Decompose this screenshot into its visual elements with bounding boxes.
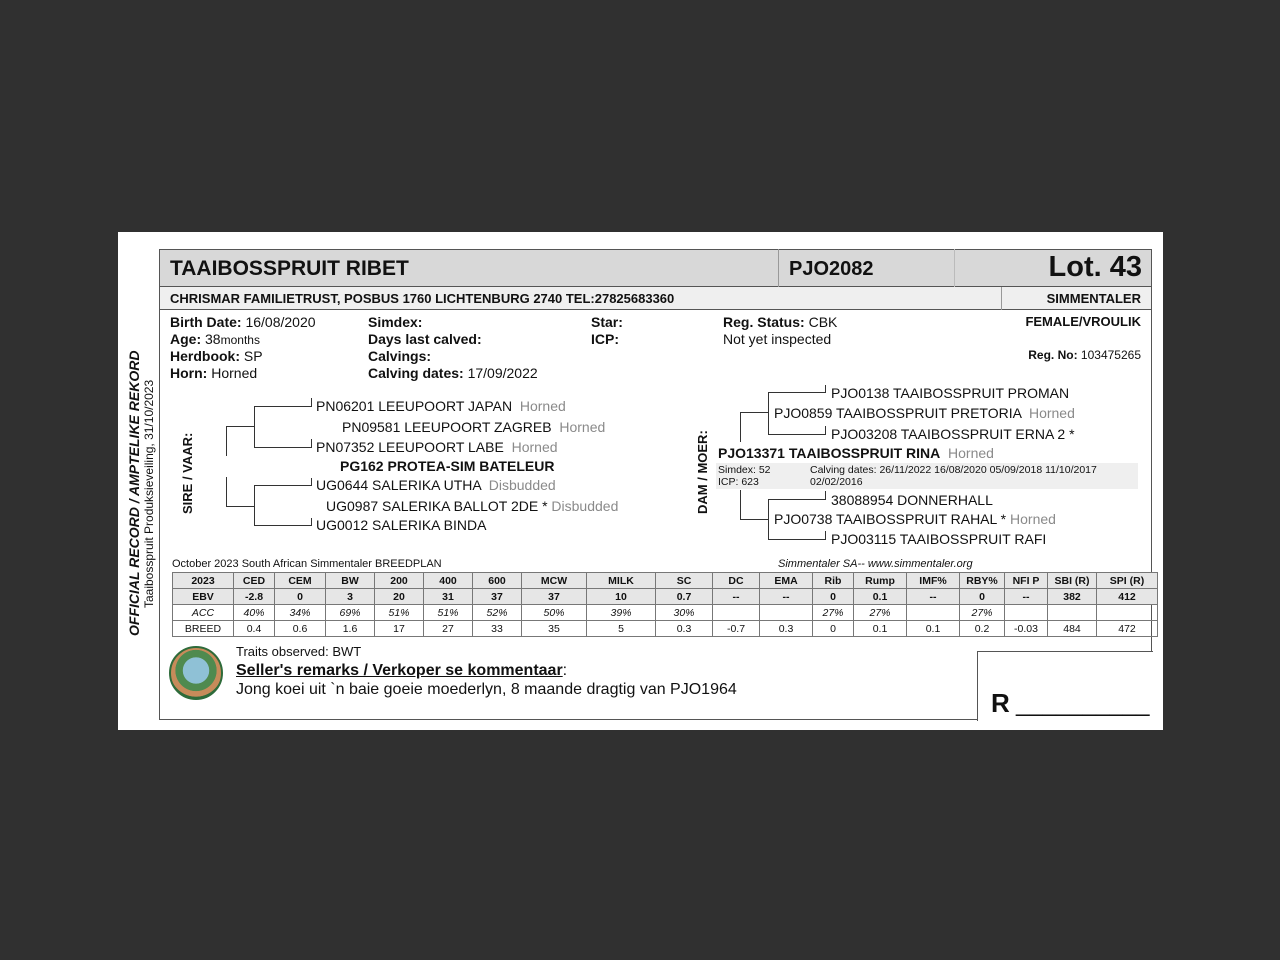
headers-cell: RBY% [960,573,1005,589]
headers-cell: SBI (R) [1048,573,1097,589]
breed-cell: 484 [1048,621,1097,637]
reg-no: Reg. No: 103475265 [1028,348,1141,362]
headers-cell: 2023 [173,573,234,589]
breed-cell: 472 [1097,621,1158,637]
ebv-cell: 412 [1097,589,1158,605]
dam-calving-dates-2: 02/02/2016 [810,476,863,488]
record-card [118,232,1163,730]
acc-cell: 51% [424,605,473,621]
ebv-table [172,572,1158,637]
acc-cell: 52% [473,605,522,621]
headers-cell: 400 [424,573,473,589]
breed-cell: BREED [173,621,234,637]
horn: Horn: Horned [170,365,258,381]
acc-cell: 27% [960,605,1005,621]
breed-cell: -0.7 [713,621,760,637]
dam-sire: PJO0859 TAAIBOSSPRUIT PRETORIA Horned [774,405,1075,421]
acc-cell: 39% [587,605,656,621]
headers-cell: Rump [854,573,907,589]
birth-date: Birth Date: 16/08/2020 [170,314,316,330]
dam-name: PJO13371 TAAIBOSSPRUIT RINA Horned [718,445,994,461]
headers-cell: DC [713,573,760,589]
breed-cell: 0.2 [960,621,1005,637]
headers-cell: Rib [813,573,854,589]
acc-cell: 40% [234,605,275,621]
sire-sire-dam: PN07352 LEEUPOORT LABE Horned [316,439,558,455]
breedplan-site: Simmentaler SA-- www.simmentaler.org [778,558,973,570]
headers-cell: MILK [587,573,656,589]
headers-cell: CEM [275,573,326,589]
price-field[interactable]: __________ [1016,690,1150,717]
acc-cell [713,605,760,621]
auction-label: Taaibosspruit Produksieveiling, 31/10/2023 [142,379,156,608]
sire-sire: PN09581 LEEUPOORT ZAGREB Horned [342,419,606,435]
acc-cell: 69% [326,605,375,621]
sire-sire-sire: PN06201 LEEUPOORT JAPAN Horned [316,398,566,414]
dam-sire-dam: PJO03208 TAAIBOSSPRUIT ERNA 2 * [831,426,1075,442]
sex: FEMALE/VROULIK [1025,314,1141,329]
breed-cell: 0 [813,621,854,637]
ebv-cell: 0.1 [854,589,907,605]
ebv-cell: -2.8 [234,589,275,605]
headers-cell: 600 [473,573,522,589]
breed-cell: 27 [424,621,473,637]
reg-status: Reg. Status: CBK [723,314,838,330]
breed-cell: -0.03 [1005,621,1048,637]
acc-cell [907,605,960,621]
ebv-cell: -- [907,589,960,605]
ebv-cell: -- [1005,589,1048,605]
simmentaler-logo [169,646,223,700]
ebv-cell: 0 [960,589,1005,605]
acc-cell [1048,605,1097,621]
acc-cell: ACC [173,605,234,621]
sire-name: PG162 PROTEA-SIM BATELEUR [340,458,555,474]
remarks-title: Seller's remarks / Verkoper se kommentaar: [236,662,568,679]
ebv-cell: EBV [173,589,234,605]
breed-cell: 0.3 [760,621,813,637]
dam-dam-sire: 38088954 DONNERHALL [831,492,993,508]
acc-cell: 27% [813,605,854,621]
dam-label: DAM / MOER: [695,430,710,514]
dam-dam-dam: PJO03115 TAAIBOSSPRUIT RAFI [831,531,1047,547]
ebv-cell: 37 [522,589,587,605]
headers-cell: CED [234,573,275,589]
breed-cell: 0.1 [854,621,907,637]
acc-cell [1097,605,1158,621]
owner-details: CHRISMAR FAMILIETRUST, POSBUS 1760 LICHTENBURG 2740 TEL:27825683360 [170,291,675,306]
breed-cell: 0.4 [234,621,275,637]
ebv-cell: 0 [275,589,326,605]
breed-cell: 0.3 [656,621,713,637]
ebv-cell: -- [713,589,760,605]
inspection-status: Not yet inspected [723,331,832,347]
lot-number: Lot. 43 [1048,251,1142,283]
official-record-label: OFFICIAL RECORD / AMPTELIKE REKORD [126,350,142,636]
star-label: Star: [591,314,623,330]
dam-icp: ICP: 623 [718,476,759,488]
headers-cell: NFI P [1005,573,1048,589]
dam-sire-sire: PJO0138 TAAIBOSSPRUIT PROMAN [831,385,1070,401]
breedplan-title: October 2023 South African Simmentaler BREEDPLAN [172,558,442,570]
breed-cell: 17 [375,621,424,637]
ebv-cell: 3 [326,589,375,605]
herdbook: Herdbook: SP [170,348,263,364]
dam-dam: PJO0738 TAAIBOSSPRUIT RAHAL * Horned [774,511,1056,527]
price-label: R [991,688,1010,718]
breed-name: SIMMENTALER [1046,291,1141,306]
calving-dates: Calving dates: 17/09/2022 [368,365,538,381]
headers-cell: SC [656,573,713,589]
icp-label: ICP: [591,331,619,347]
animal-name: TAAIBOSSPRUIT RIBET [170,257,409,280]
traits-observed: Traits observed: BWT [236,644,362,659]
acc-cell: 50% [522,605,587,621]
days-calved-label: Days last calved: [368,331,482,347]
headers-cell: 200 [375,573,424,589]
calvings-label: Calvings: [368,348,432,364]
headers-cell: SPI (R) [1097,573,1158,589]
breed-cell: 0.6 [275,621,326,637]
ebv-cell: -- [760,589,813,605]
sire-dam-sire: UG0644 SALERIKA UTHA Disbudded [316,477,556,493]
breed-cell: 35 [522,621,587,637]
sire-dam-dam: UG0012 SALERIKA BINDA [316,517,487,533]
animal-code: PJO2082 [789,258,874,280]
headers-cell: EMA [760,573,813,589]
ebv-cell: 31 [424,589,473,605]
acc-cell: 34% [275,605,326,621]
ebv-cell: 10 [587,589,656,605]
ebv-cell: 0 [813,589,854,605]
dam-calving-dates: Calving dates: 26/11/2022 16/08/2020 05/09/2018 11/10/2017 [810,464,1097,476]
breed-cell: 0.1 [907,621,960,637]
sire-label: SIRE / VAAR: [180,432,195,514]
headers-cell: BW [326,573,375,589]
ebv-cell: 382 [1048,589,1097,605]
acc-cell: 51% [375,605,424,621]
ebv-cell: 20 [375,589,424,605]
age: Age: 38months [170,331,260,347]
acc-cell [1005,605,1048,621]
sire-dam: UG0987 SALERIKA BALLOT 2DE * Disbudded [326,498,619,514]
dam-simdex: Simdex: 52 [718,464,771,476]
acc-cell [760,605,813,621]
breed-cell: 33 [473,621,522,637]
headers-cell: MCW [522,573,587,589]
breed-cell: 5 [587,621,656,637]
headers-cell: IMF% [907,573,960,589]
ebv-cell: 0.7 [656,589,713,605]
simdex-label: Simdex: [368,314,423,330]
acc-cell: 27% [854,605,907,621]
ebv-cell: 37 [473,589,522,605]
breed-cell: 1.6 [326,621,375,637]
remarks-text: Jong koei uit `n baie goeie moederlyn, 8 maande dragtig van PJO1964 [236,681,737,698]
acc-cell: 30% [656,605,713,621]
